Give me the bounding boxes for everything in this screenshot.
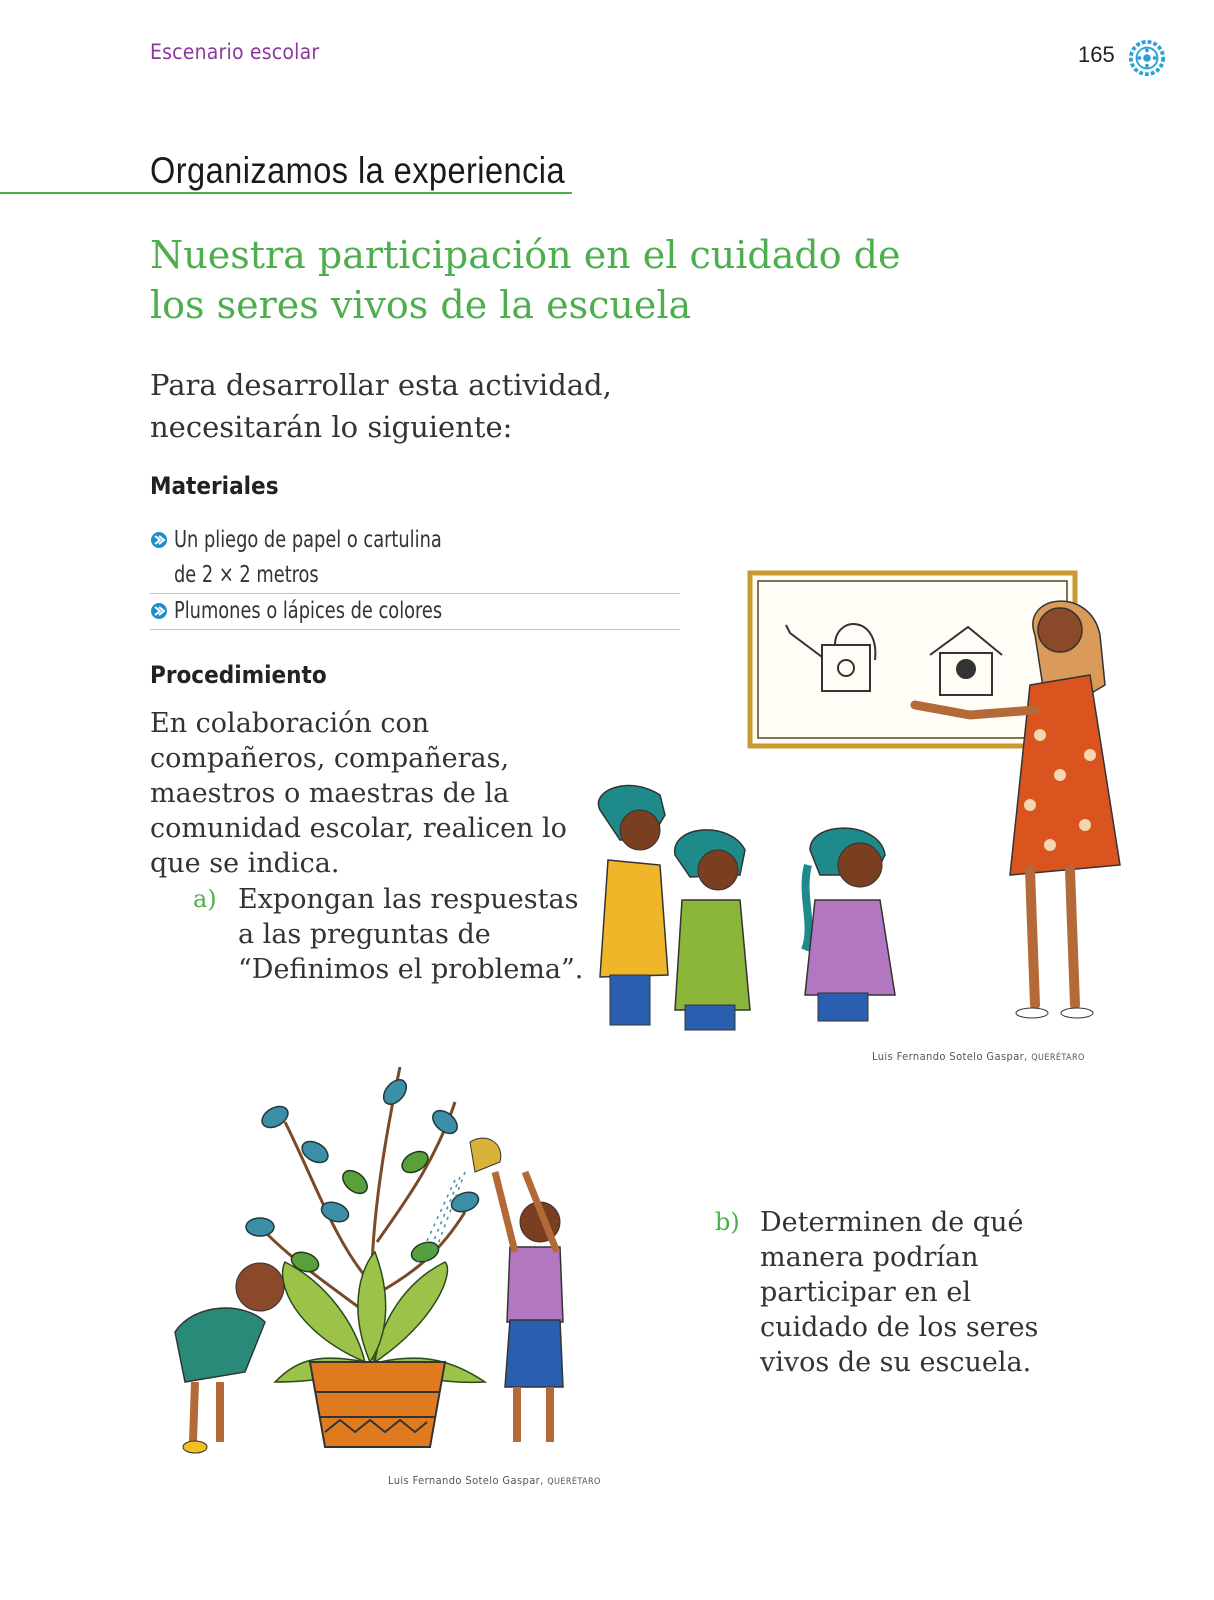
plant-care-illustration [165, 1062, 585, 1462]
chevron-right-bullet-icon [150, 602, 168, 620]
step-b [715, 1205, 1075, 1385]
intro-text: Para desarrollar esta actividad, necesitarán lo siguiente: [150, 368, 612, 444]
illustration-credit [388, 1474, 601, 1487]
procedure-body: En colaboración con compañeros, compañeras, maestros o maestras de la comunidad escolar, realicen lo que se indica. [150, 708, 567, 879]
credit-place: QUERÉTARO [547, 1477, 601, 1487]
procedure-heading: Procedimiento [150, 661, 327, 689]
section-label: Escenario escolar [150, 40, 320, 64]
step-text: Determinen de qué manera podrían participar en el cuidado de los seres vivos de su escuela. [760, 1207, 1039, 1378]
step-letter: b) [715, 1208, 740, 1236]
credit-name: Luis Fernando Sotelo Gaspar, [388, 1474, 544, 1487]
credit-place: QUERÉTARO [1031, 1053, 1085, 1063]
materials-heading: Materiales [150, 472, 279, 500]
cog-flower-emblem-icon [1128, 39, 1166, 77]
title-rule [0, 192, 572, 194]
step-letter: a) [193, 885, 217, 913]
material-text: Un pliego de papel o cartulina de 2 × 2 metros [174, 527, 442, 588]
illustration-credit [872, 1050, 1085, 1063]
credit-name: Luis Fernando Sotelo Gaspar, [872, 1050, 1028, 1063]
section-title: Organizamos la experiencia [150, 150, 566, 191]
classroom-board-illustration [590, 565, 1130, 1040]
step-text: Expongan las respuestas a las preguntas de “Definimos el problema”. [238, 884, 584, 985]
page-number: 165 [1078, 42, 1115, 67]
material-text: Plumones o lápices de colores [174, 598, 443, 624]
main-title: Nuestra participación en el cuidado de los seres vivos de la escuela [150, 233, 901, 327]
step-a [193, 882, 593, 1022]
chevron-right-bullet-icon [150, 531, 168, 549]
